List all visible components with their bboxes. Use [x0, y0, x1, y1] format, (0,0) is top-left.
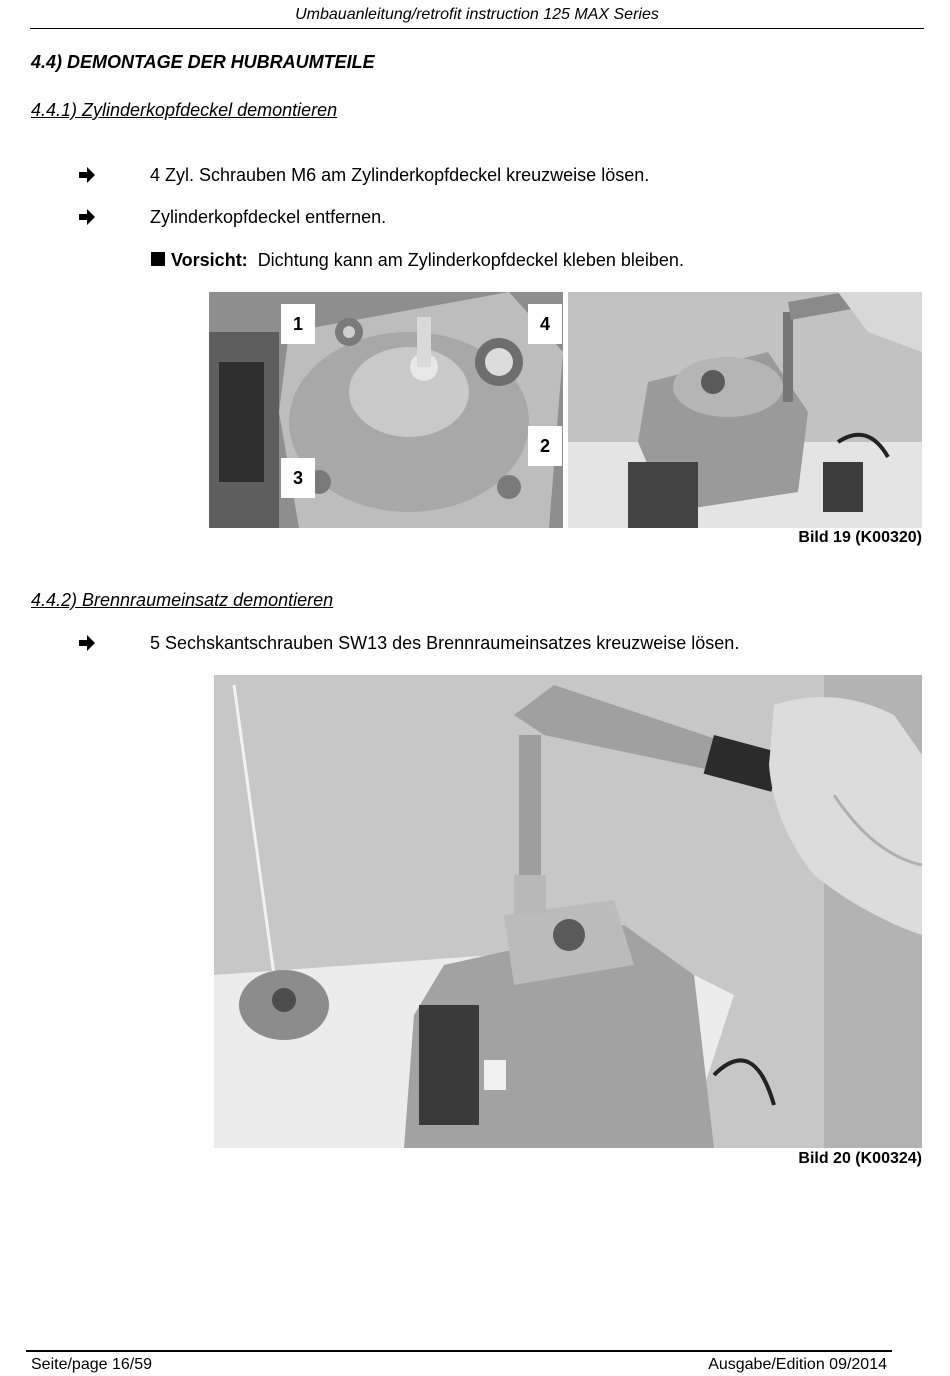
- instruction-step-text: 5 Sechskantschrauben SW13 des Brennraumeinsatzes kreuzweise lösen.: [150, 633, 740, 653]
- header-rule: [30, 28, 924, 29]
- caution-label: Vorsicht:: [171, 250, 248, 270]
- figure-marker-1: 1: [281, 304, 315, 344]
- figure-marker-2: 2: [528, 426, 562, 466]
- figure-marker-3: 3: [281, 458, 315, 498]
- subsection-title-cylinder-head-cover: 4.4.1) Zylinderkopfdeckel demontieren: [31, 100, 338, 120]
- caution-note: [151, 250, 684, 271]
- figure-marker-4: 4: [528, 304, 562, 344]
- photo-loosening-cover-screws: [568, 292, 922, 528]
- square-icon: [151, 252, 165, 266]
- footer-page-number: Seite/page 16/59: [31, 1356, 152, 1373]
- right-arrow-icon: [78, 633, 96, 653]
- figure-caption-20: Bild 20 (K00324): [798, 1150, 922, 1167]
- photo-cylinder-head-cover: [209, 292, 563, 528]
- footer-rule: [26, 1350, 892, 1352]
- footer-edition: Ausgabe/Edition 09/2014: [708, 1356, 887, 1373]
- figure-caption-19: Bild 19 (K00320): [798, 529, 922, 546]
- section-title: 4.4) DEMONTAGE DER HUBRAUMTEILE: [31, 52, 375, 72]
- caution-text: Dichtung kann am Zylinderkopfdeckel kleben bleiben.: [257, 250, 684, 270]
- instruction-step-text: Zylinderkopfdeckel entfernen.: [150, 207, 387, 227]
- right-arrow-icon: [78, 165, 96, 185]
- page-header-title: Umbauanleitung/retrofit instruction 125 MAX Series: [295, 6, 659, 23]
- photo-combustion-chamber-insert: [214, 675, 922, 1148]
- instruction-step-text: 4 Zyl. Schrauben M6 am Zylinderkopfdeckel kreuzweise lösen.: [150, 165, 650, 185]
- subsection-title-combustion-chamber-insert: 4.4.2) Brennraumeinsatz demontieren: [31, 590, 334, 610]
- right-arrow-icon: [78, 207, 96, 227]
